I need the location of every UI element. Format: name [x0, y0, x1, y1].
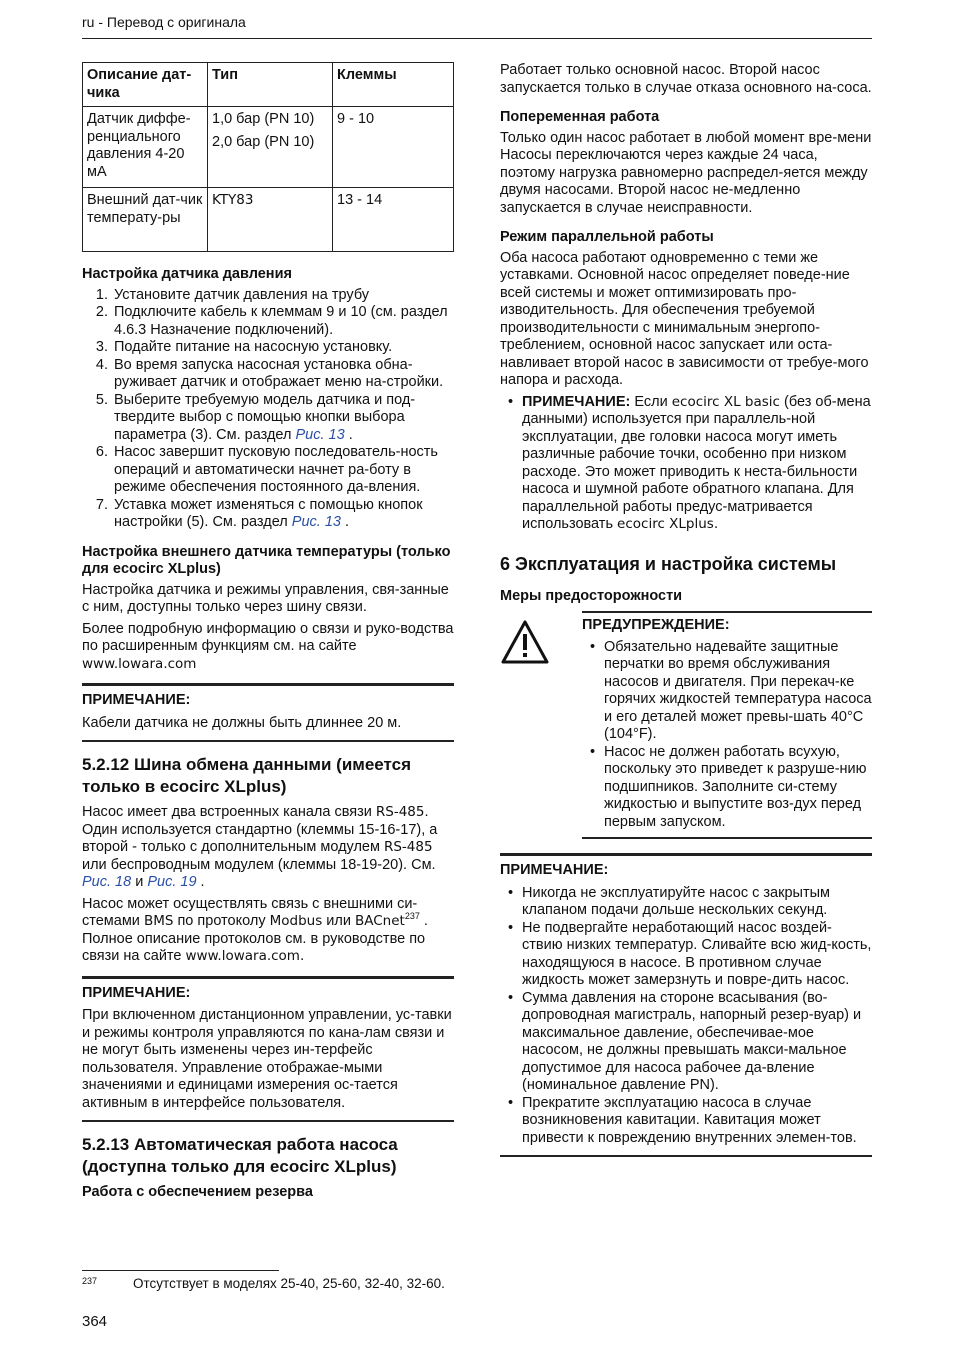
- list-item-text: (без об-мена данными) используется при параллель-ной эксплуатации, две головки насоса могут иметь различные рабочие точки, особенно при низком расходе. Это может приводить к неста-бильности насоса и шумной работе обратного клапана. Для параллельной работы предус-матривается использовать: [522, 393, 871, 532]
- list-item: 7. Уставка может изменяться с помощью кнопок настройки (5). См. раздел Рис. 13 .: [112, 497, 454, 532]
- table-header-cell: Описание дат-чика: [83, 63, 208, 107]
- paragraph: Насос имеет два встроенных канала связи RS-485. Один используется стандартно (клеммы 15-16-17), а второй - только с дополнительным модулем RS-485 или беспроводным модулем (клеммы 18-19-20). См. Рис. 18 и Рис. 19 .: [82, 804, 438, 890]
- list-item: 3. Подайте питание на насосную установку.: [112, 339, 454, 357]
- table-row: [83, 188, 454, 252]
- note-text: Кабели датчика не должны быть длиннее 20 м.: [82, 714, 402, 731]
- table-cell: KTY83: [208, 188, 333, 252]
- warning-box: [500, 611, 872, 843]
- section-heading: 5.2.13 Автоматическая работа насоса (доступна только для ecocirc XLplus): [82, 1135, 398, 1176]
- table-cell-line: 2,0 бар (PN 10): [212, 133, 315, 150]
- list-item: • Сумма давления на стороне всасывания (во-допроводная магистраль, напорный резер-вуар) и максимальное давление, обеспечивае-мое насосом, не должны превышать макси-мальное допустимое для насоса рабочее да-вление (номинальное давление PN).: [522, 990, 872, 1095]
- term: RS-485: [375, 804, 425, 820]
- warning-list: [582, 639, 872, 832]
- warning-body: [582, 611, 872, 839]
- section-subtitle: Настройка датчика давления: [82, 266, 292, 282]
- list-item: [522, 394, 872, 534]
- note-list: [500, 394, 872, 534]
- table-header-row: [83, 63, 454, 107]
- running-header: ru - Перевод с оригинала: [82, 14, 246, 30]
- list-item: 6. Насос завершит пусковую последователь-ность операций и автоматически начнет ра-боту в режиме обеспечения постоянного да-вления.: [112, 444, 454, 497]
- table-cell-line: 1,0 бар (PN 10): [212, 111, 315, 127]
- footnote-number: 237: [82, 1276, 98, 1286]
- table-cell: Датчик диффе-ренциального давления 4-20 мА: [83, 107, 208, 188]
- list-item: • Не подвергайте неработающий насос воздей-ствию низких температур. Сливайте всю жид-кость, находящуюся в насосе. В противном случае жидкость может замерзнуть и повре-дить насос.: [522, 920, 872, 990]
- list-item: 2. Подключите кабель к клеммам 9 и 10 (см. раздел 4.6.3 Назначение подключений).: [112, 304, 454, 339]
- table-header-cell: Клеммы: [333, 63, 454, 107]
- list-item: 1. Установите датчик давления на трубу: [112, 287, 454, 305]
- figure-link[interactable]: Рис. 19: [147, 874, 197, 890]
- section-subtitle: Настройка внешнего датчика температуры (только для ecocirc XLplus): [82, 543, 451, 577]
- note-box: [500, 853, 872, 1157]
- website-link[interactable]: www.lowara.com.: [185, 948, 305, 964]
- table-cell: [208, 107, 333, 188]
- paragraph-text: . Один используется стандартно (клеммы 15-16-17), а второй - только с дополнительным модулем: [82, 804, 438, 855]
- term: BACnet: [354, 913, 405, 929]
- chapter-heading: 6 Эксплуатация и настройка системы: [500, 553, 837, 574]
- paragraph-text: Насос имеет два встроенных канала связи: [82, 804, 372, 820]
- website-link[interactable]: www.lowara.com: [82, 655, 197, 672]
- note-title: ПРИМЕЧАНИЕ:: [82, 692, 191, 708]
- note-title: ПРИМЕЧАНИЕ:: [82, 984, 191, 1001]
- paragraph: Работает только основной насос. Второй насос запускается только в случае отказа основного на-соса.: [500, 62, 872, 96]
- header-divider: [82, 38, 872, 39]
- left-column: [82, 62, 454, 1205]
- paragraph-text: . Полное описание протоколов см. в руководстве по связи на сайте: [82, 913, 428, 964]
- page-number: 364: [82, 1313, 108, 1330]
- note-list: [500, 885, 872, 1148]
- paragraph: [82, 896, 454, 966]
- table-cell: 13 - 14: [333, 188, 454, 252]
- right-column: [500, 62, 872, 1167]
- steps-list: [82, 287, 454, 532]
- list-item: 5. Выберите требуемую модель датчика и под-твердите выбор с помощью кнопки выбора параметра (3). См. раздел Рис. 13 .: [112, 392, 454, 445]
- figure-link[interactable]: Рис. 13: [295, 426, 345, 443]
- list-item: • Насос не должен работать всухую, поскольку это приведет к разруше-нию подшипников. Заполните си-стему жидкостью и выпустите воз-дух перед первым запуском.: [604, 744, 872, 832]
- term: RS-485: [383, 839, 433, 855]
- section-subtitle: Режим параллельной работы: [500, 229, 714, 245]
- list-item: • Прекратите эксплуатацию насоса в случае возникновения кавитации. Кавитация может привести к повреждению внутренних элемен-тов.: [522, 1095, 872, 1148]
- footnote-text: Отсутствует в моделях 25-40, 25-60, 32-40, 32-60.: [133, 1276, 445, 1291]
- note-text: При включенном дистанционном управлении, ус-тавки и режимы контроля управляются по кана-лам связи и не могут быть изменены через ин-терфейс пользователя. Управление отображае-мыми значениями и единицами измерения ос-тается активным в интерфейсе пользователя.: [82, 1007, 452, 1111]
- note-label: ПРИМЕЧАНИЕ:: [522, 393, 631, 410]
- table-cell: Внешний дат-чик температу-ры: [83, 188, 208, 252]
- note-title: ПРИМЕЧАНИЕ:: [500, 862, 609, 878]
- paragraph-text: или: [326, 913, 351, 929]
- list-item-text: Если: [634, 393, 668, 410]
- figure-link[interactable]: Рис. 13: [291, 514, 341, 530]
- paragraph-text: Более подробную информацию о связи и руко-водства по расширенным функциям см. на сайте: [82, 620, 454, 654]
- paragraph: Оба насоса работают одновременно с теми же уставками. Основной насос определяет поведе-ние всей системы и может оптимизировать про-изводительность. Для обеспечения требуемой производительности с минимальным энергопо-треблением, основной насос запускает или оста-навливает второй насос в зависимости от требуе-мого напора и расхода.: [500, 249, 869, 388]
- table-cell: 9 - 10: [333, 107, 454, 188]
- section-subtitle: Работа с обеспечением резерва: [82, 1184, 313, 1200]
- paragraph: [82, 621, 454, 674]
- term: Modbus: [269, 913, 323, 929]
- table-header-cell: Тип: [208, 63, 333, 107]
- term: BMS: [143, 913, 174, 929]
- list-item-text: Уставка может изменяться с помощью кнопок настройки (5). См. раздел: [114, 496, 423, 530]
- term: ecocirc XL basic: [671, 393, 780, 410]
- paragraph: Настройка датчика и режимы управления, свя-занные с ним, доступны только через шину связи.: [82, 581, 449, 615]
- sensor-table: [82, 62, 454, 252]
- section-subtitle: Меры предосторожности: [500, 587, 683, 604]
- figure-link[interactable]: Рис. 18: [82, 874, 132, 890]
- list-item-text: Выберите требуемую модель датчика и под-твердите выбор с помощью кнопки выбора параметра (3). См. раздел: [114, 391, 416, 443]
- footnote-ref[interactable]: 237: [404, 911, 420, 922]
- list-item: 4. Во время запуска насосная установка обна-руживает датчик и отображает меню на-стройки.: [112, 357, 454, 392]
- term: ecocirc XLplus.: [617, 516, 719, 532]
- warning-icon: [500, 619, 550, 665]
- footnote-divider: [82, 1270, 279, 1271]
- paragraph-text: Насос может осуществлять связь с внешними си-стемами: [82, 895, 418, 929]
- section-subtitle: Попеременная работа: [500, 109, 660, 125]
- paragraph: Только один насос работает в любой момент вре-мени Насосы переключаются через каждые 24 часа, поэтому нагрузка равномерно распредел-яется между двумя насосами. Второй насос не-медленно запускается в случае неисправности.: [500, 129, 872, 216]
- paragraph-text: или беспроводным модулем (клеммы 18-19-20). См.: [82, 856, 436, 873]
- note-box: [82, 976, 454, 1123]
- list-item: • Обязательно надевайте защитные перчатки во время обслуживания насосов и двигателя. При перекач-ке горячих жидкостей температура насоса и его деталей может превы-шать 40°C (104°F).: [604, 639, 872, 744]
- warning-title: ПРЕДУПРЕЖДЕНИЕ:: [582, 617, 730, 633]
- paragraph-text: и: [135, 874, 144, 890]
- table-row: [83, 107, 454, 188]
- note-box: [82, 683, 454, 742]
- list-item: • Никогда не эксплуатируйте насос с закрытым клапаном подачи дольше нескольких секунд.: [522, 885, 872, 920]
- section-heading: 5.2.12 Шина обмена данными (имеется только в ecocirc XLplus): [82, 755, 412, 796]
- paragraph-text: по протоколу: [177, 913, 266, 929]
